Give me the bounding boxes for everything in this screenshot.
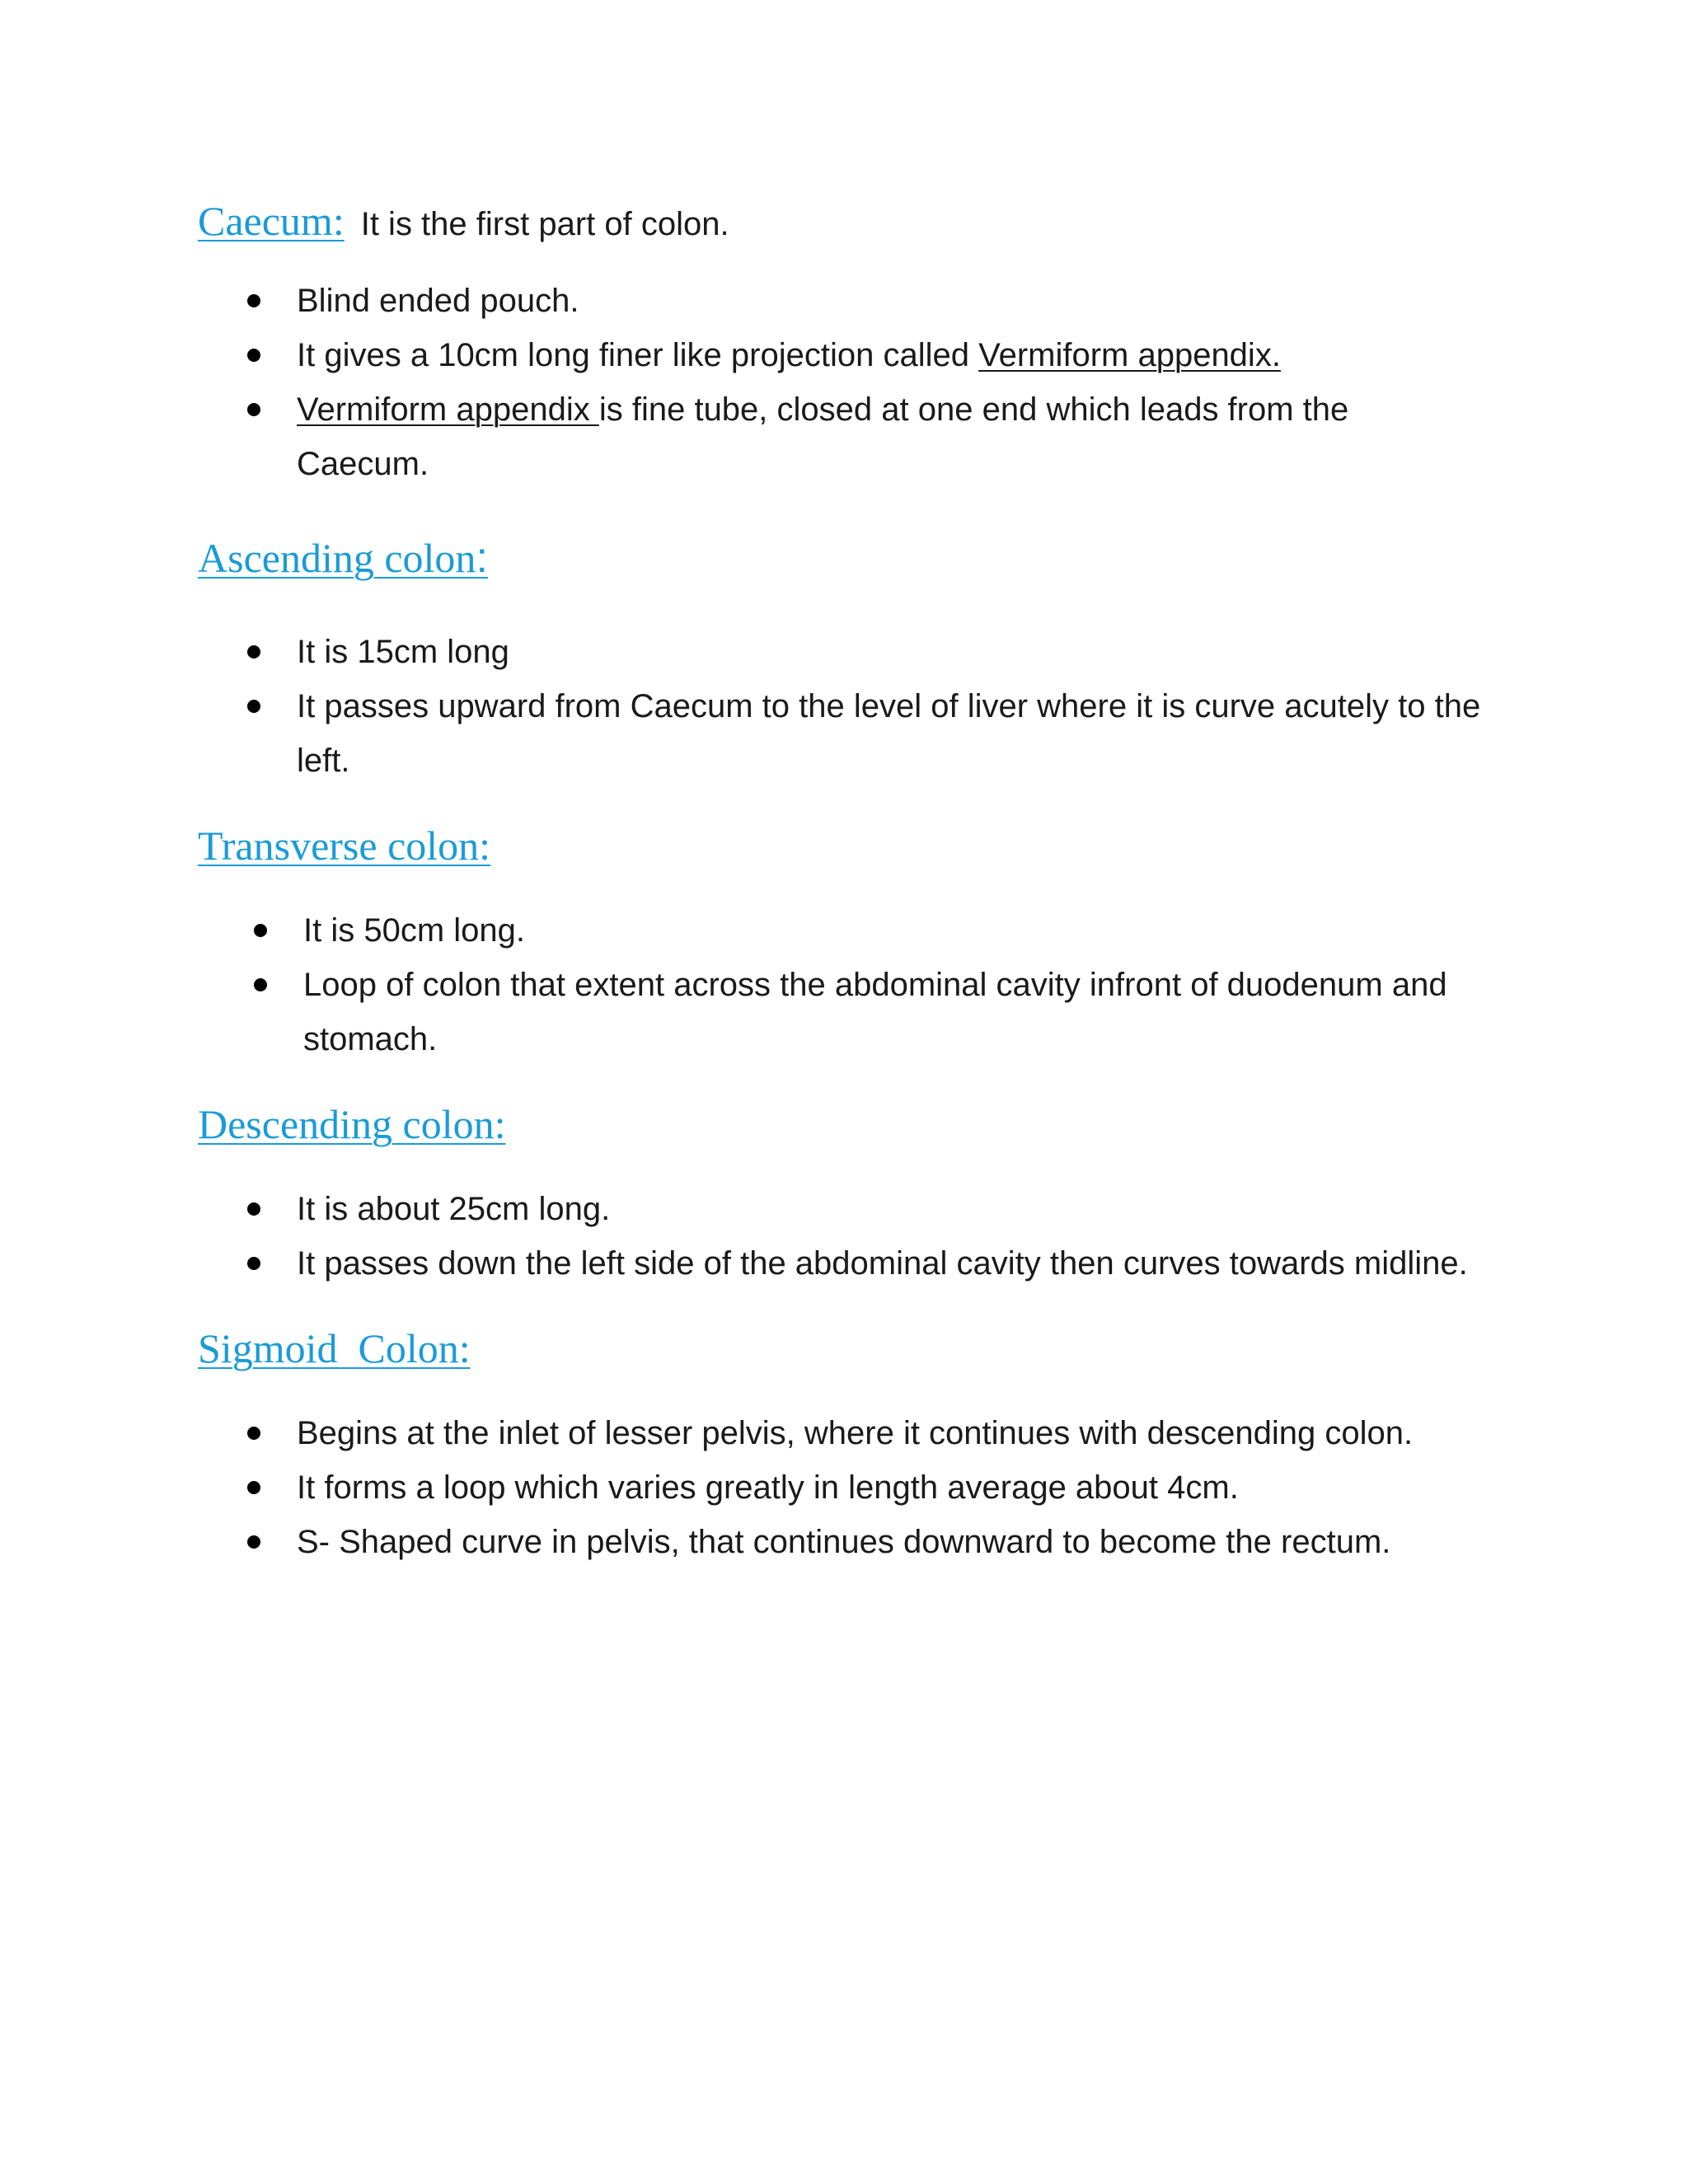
ascending-heading-line	[198, 532, 1484, 583]
section-caecum	[198, 196, 1484, 491]
list-item	[198, 1236, 1484, 1291]
bullet-text: Loop of colon that extent across the abdominal cavity infront of duodenum and stomach.	[303, 967, 1447, 1058]
descending-bullet-list	[198, 1182, 1484, 1291]
bullet-text: Begins at the inlet of lesser pelvis, where it continues with descending colon.	[297, 1415, 1414, 1452]
bullet-text: It passes upward from Caecum to the level of liver where it is curve acutely to the left.	[297, 688, 1481, 780]
caecum-heading: Caecum:	[198, 198, 345, 244]
list-item	[198, 1515, 1484, 1569]
bullet-text: It forms a loop which varies greatly in length average about 4cm.	[297, 1469, 1239, 1507]
transverse-bullet-list	[198, 903, 1484, 1066]
bullet-text: It passes down the left side of the abdominal cavity then curves towards midline.	[297, 1245, 1468, 1282]
transverse-heading: Transverse colon:	[198, 823, 491, 869]
bullet-text: is fine tube, closed at one end which leads from the Caecum.	[297, 391, 1349, 482]
section-sigmoid-colon	[198, 1324, 1484, 1569]
underlined-term: Vermiform appendix.	[978, 337, 1281, 373]
bullet-dot-icon	[247, 700, 260, 713]
sigmoid-heading: Sigmoid Colon:	[198, 1325, 471, 1372]
transverse-heading-line	[198, 821, 1484, 870]
bullet-dot-icon	[254, 978, 267, 991]
bullet-dot-icon	[254, 924, 267, 937]
list-item	[198, 625, 1484, 679]
bullet-dot-icon	[247, 1427, 260, 1440]
caecum-bullet-list	[198, 274, 1484, 491]
document-content	[198, 196, 1484, 1569]
section-ascending-colon	[198, 532, 1484, 788]
bullet-dot-icon	[247, 1481, 260, 1494]
bullet-dot-icon	[247, 1202, 260, 1216]
bullet-text: It is 15cm long	[297, 634, 509, 671]
bullet-dot-icon	[247, 645, 260, 658]
descending-heading-line	[198, 1099, 1484, 1149]
sigmoid-heading-line	[198, 1324, 1484, 1373]
list-item	[198, 1182, 1484, 1236]
bullet-dot-icon	[247, 1535, 260, 1549]
bullet-text: S- Shaped curve in pelvis, that continues downward to become the rectum.	[297, 1524, 1391, 1561]
section-transverse-colon	[198, 821, 1484, 1066]
bullet-dot-icon	[247, 403, 260, 416]
ascending-bullet-list	[198, 625, 1484, 788]
list-item	[198, 958, 1484, 1066]
list-item	[198, 382, 1484, 491]
bullet-dot-icon	[247, 294, 260, 307]
bullet-text: It is 50cm long.	[303, 912, 526, 949]
section-descending-colon	[198, 1099, 1484, 1291]
bullet-text: It gives a 10cm long finer like projection called	[297, 337, 979, 373]
list-item	[198, 903, 1484, 958]
ascending-heading	[198, 532, 488, 583]
underlined-term: Vermiform appendix	[297, 391, 599, 428]
list-item	[198, 274, 1484, 328]
list-item	[198, 1406, 1484, 1460]
bullet-text: It is about 25cm long.	[297, 1191, 611, 1228]
list-item	[198, 1460, 1484, 1515]
caecum-intro: It is the first part of colon.	[360, 206, 729, 242]
caecum-heading-line	[198, 196, 1484, 246]
bullet-text: Blind ended pouch.	[297, 283, 579, 319]
ascending-heading-text: Ascending colon	[198, 535, 476, 581]
list-item	[198, 679, 1484, 788]
ascending-heading-colon: :	[476, 534, 488, 582]
descending-heading: Descending colon:	[198, 1101, 506, 1148]
list-item	[198, 328, 1484, 382]
bullet-dot-icon	[247, 349, 260, 362]
sigmoid-bullet-list	[198, 1406, 1484, 1569]
bullet-dot-icon	[247, 1257, 260, 1270]
